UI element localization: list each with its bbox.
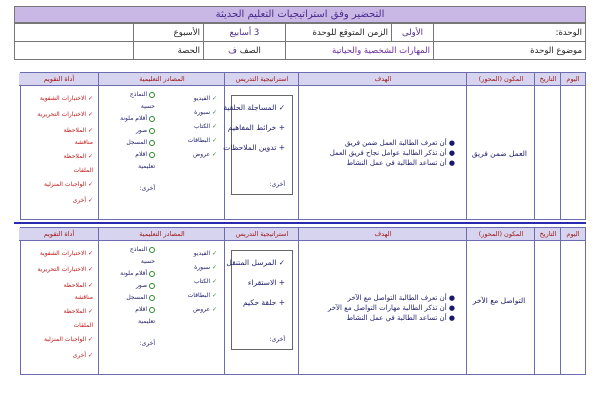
col-strategy: استراتيجية التدريس <box>225 228 299 241</box>
radio-icon <box>149 271 155 277</box>
radio-icon <box>149 247 155 253</box>
assess-2-7[interactable]: ✓ الواجبات المنزلية <box>43 336 93 343</box>
radio-icon <box>149 128 155 134</box>
res-r2-4[interactable]: ✓ البطاقات <box>187 292 217 299</box>
assess-1-8[interactable]: ✓ أخرى <box>72 197 93 204</box>
lesson-2-goal-1: ● أن تعرف الطالبة التواصل مع الآخر <box>347 294 455 302</box>
assess-1-2[interactable]: ✓ الاختبارات التحريرية <box>37 111 93 118</box>
assess-2-3[interactable]: ✓ الملاحظة <box>63 282 93 289</box>
res-l1-4[interactable]: صور <box>136 127 155 134</box>
lesson-1-goal-2: ● أن تذكر الطالبة عوامل نجاح فريق العمل <box>329 149 455 157</box>
res-l1-8: أخرى: <box>139 185 155 192</box>
assess-1-4: مناقشة <box>74 139 93 146</box>
res-l2-8: أخرى: <box>139 340 155 347</box>
class-cell <box>204 42 286 60</box>
col-strategy: استراتيجية التدريس <box>225 73 299 86</box>
unit-label: الوحدة: <box>555 27 582 38</box>
assess-2-2[interactable]: ✓ الاختبارات التحريرية <box>37 266 93 273</box>
lesson-2-strategy-other: أخرى: <box>269 336 285 343</box>
lesson-2-goal-3: ● أن تساعد الطالبة في عمل النشاط <box>346 314 455 322</box>
col-assessment: أداة التقويم <box>19 228 99 241</box>
lesson-2-strategy-3: + حلقة حكيم <box>242 298 285 307</box>
res-l1-5[interactable]: المسجل <box>126 139 155 146</box>
col-goal: الهدف <box>299 228 467 241</box>
res-l1-6[interactable]: اقلام <box>135 151 155 158</box>
res-l2-1[interactable]: النماذج <box>130 246 155 253</box>
assess-2-4: مناقشة <box>74 294 93 301</box>
res-r1-5[interactable]: ✓ عروض <box>193 151 217 158</box>
col-component: المكون (المحور) <box>467 228 535 241</box>
res-r2-3[interactable]: ✓ الكتاب <box>193 278 217 285</box>
res-r1-3[interactable]: ✓ الكتاب <box>193 123 217 130</box>
topic-value: المهارات الشخصية والحياتية <box>286 42 434 60</box>
res-r1-2[interactable]: ✓ سبورة <box>194 109 217 116</box>
col-day: اليوم <box>561 73 585 86</box>
col-resources: المصادر التعليمية <box>99 228 225 241</box>
radio-icon <box>149 140 155 146</box>
duration-value: 3 أسابيع <box>204 24 286 42</box>
lesson-1-strategy-3: + تدوين الملاحظات <box>223 143 285 152</box>
unit-cell <box>434 24 586 42</box>
lesson-1-strategy-2: + خرائط المفاهيم <box>227 123 285 132</box>
col-date: التاريخ <box>535 228 561 241</box>
assess-2-5[interactable]: ✓ الملاحظة <box>63 308 93 315</box>
res-l2-7: تعليمية <box>138 318 155 325</box>
col-assessment: أداة التقويم <box>19 73 99 86</box>
radio-icon <box>149 116 155 122</box>
col-day: اليوم <box>561 228 585 241</box>
radio-icon <box>149 92 155 98</box>
assess-2-1[interactable]: ✓ الاختبارات الشفوية <box>39 250 93 257</box>
res-r1-1[interactable]: ✓ الفيديو <box>193 95 217 102</box>
res-l1-1[interactable]: النماذج <box>130 91 155 98</box>
period-label: الحصة <box>134 42 204 60</box>
assess-2-6: الملفات <box>73 322 93 329</box>
class-label: الصف <box>239 45 261 56</box>
lesson-2-strategy-2: + الاستقراء <box>247 278 285 287</box>
radio-icon <box>149 295 155 301</box>
assess-2-8[interactable]: ✓ أخرى <box>72 352 93 359</box>
page-title: التحضير وفق استراتيجيات التعليم الحديثة <box>14 6 586 23</box>
unit-value: الأولى <box>392 24 434 42</box>
res-l2-2: حسية <box>140 258 155 265</box>
res-r1-4[interactable]: ✓ البطاقات <box>187 137 217 144</box>
col-component: المكون (المحور) <box>467 73 535 86</box>
period-value <box>15 42 134 60</box>
lesson-1-component: العمل ضمن فريق <box>471 149 527 158</box>
radio-icon <box>149 307 155 313</box>
week-value <box>15 24 134 42</box>
duration-label: الزمن المتوقع للوحدة <box>286 24 392 42</box>
lesson-1-block <box>20 72 586 220</box>
class-value: ف <box>228 45 237 56</box>
res-r2-1[interactable]: ✓ الفيديو <box>193 250 217 257</box>
lesson-1-goal-3: ● أن تساعد الطالبة في عمل النشاط <box>346 159 455 167</box>
assess-1-3[interactable]: ✓ الملاحظة <box>63 127 93 134</box>
lesson-1-strategy-1: ✓ المساجلة الحلقية <box>223 103 285 112</box>
assess-1-5[interactable]: ✓ الملاحظة <box>63 153 93 160</box>
res-l2-6[interactable]: اقلام <box>135 306 155 313</box>
res-l1-2: حسية <box>140 103 155 110</box>
res-r2-5[interactable]: ✓ عروض <box>193 306 217 313</box>
lesson-2-goal-2: ● أن تذكر الطالبة مهارات التواصل مع الآخر <box>327 304 455 312</box>
res-r2-2[interactable]: ✓ سبورة <box>194 264 217 271</box>
assess-1-7[interactable]: ✓ الواجبات المنزلية <box>43 181 93 188</box>
topic-label: موضوع الوحدة <box>434 42 586 60</box>
col-date: التاريخ <box>535 73 561 86</box>
col-goal: الهدف <box>299 73 467 86</box>
res-l2-4[interactable]: صور <box>136 282 155 289</box>
lesson-2-block <box>20 227 586 375</box>
header-table <box>14 23 586 60</box>
lesson-2-component: التواصل مع الآخر <box>472 296 526 305</box>
res-l2-5[interactable]: المسجل <box>126 294 155 301</box>
col-resources: المصادر التعليمية <box>99 73 225 86</box>
assess-1-1[interactable]: ✓ الاختبارات الشفوية <box>39 95 93 102</box>
res-l1-7: تعليمية <box>138 163 155 170</box>
lesson-separator <box>14 222 586 224</box>
res-l1-3[interactable]: أقلام ملونة <box>120 115 155 122</box>
lesson-1-goal-1: ● أن تعرف الطالبة العمل ضمن فريق <box>344 139 455 147</box>
radio-icon <box>149 152 155 158</box>
res-l2-3[interactable]: أقلام ملونة <box>120 270 155 277</box>
radio-icon <box>149 283 155 289</box>
week-label: الأسبوع <box>134 24 204 42</box>
lesson-2-strategy-1: ✓ المرسل المتنقل <box>226 258 285 267</box>
lesson-1-strategy-other: أخرى: <box>269 181 285 188</box>
assess-1-6: الملفات <box>73 167 93 174</box>
